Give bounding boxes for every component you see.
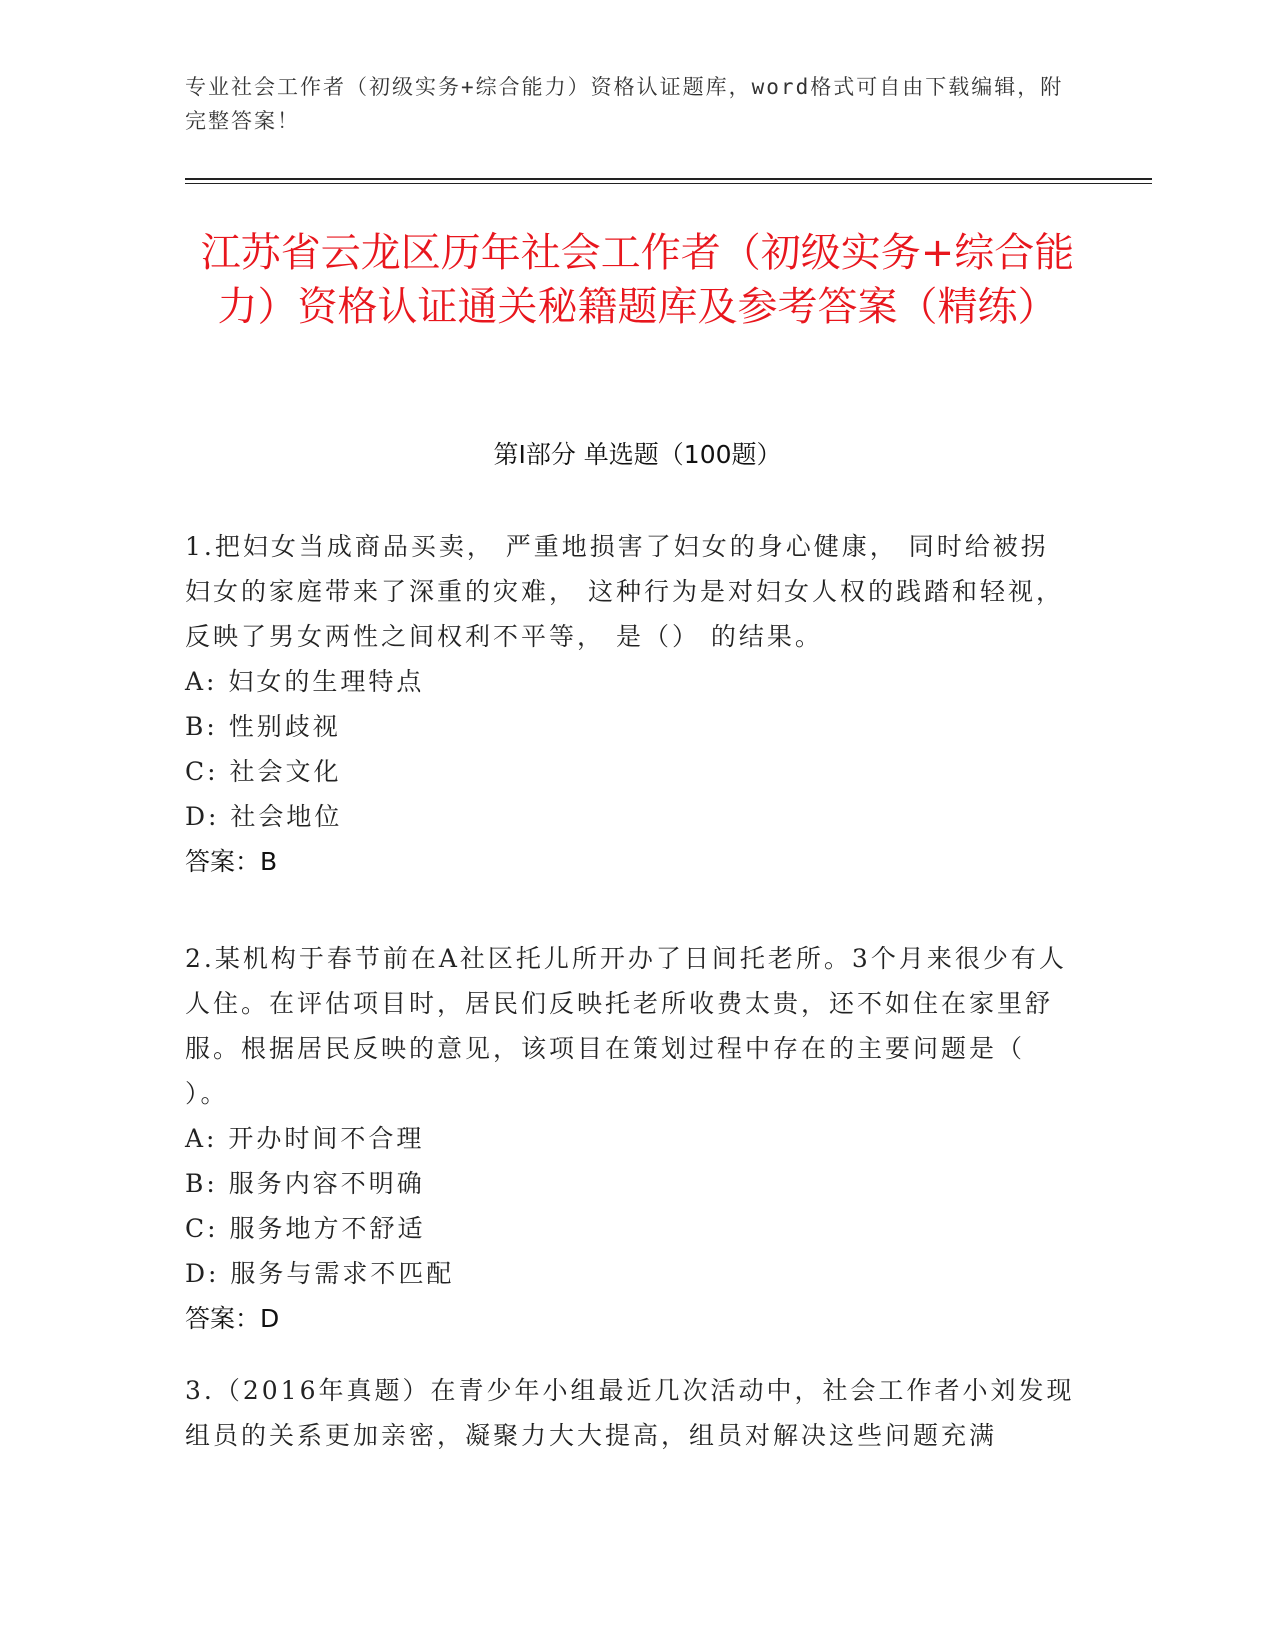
question-item (185, 1368, 1075, 1458)
answer-label: 答案：D (185, 1304, 280, 1333)
header-note: 专业社会工作者（初级实务+综合能力）资格认证题库，word格式可自由下载编辑，附完整答案！ (185, 75, 1064, 133)
answer-label: 答案：B (185, 847, 278, 876)
header-rule-thin (185, 183, 1152, 184)
question-text: 1.把妇女当成商品买卖， 严重地损害了妇女的身心健康， 同时给被拐妇女的家庭带来了深重的灾难， 这种行为是对妇女人权的践踏和轻视， 反映了男女两性之间权利不平等， 是（） 的结果。 (185, 532, 1064, 651)
option-a: A: 妇女的生理特点 (185, 667, 425, 696)
option-c: C: 服务地方不舒适 (185, 1214, 426, 1243)
question-text: 2.某机构于春节前在A社区托儿所开办了日间托老所。3个月来很少有人人住。在评估项目时，居民们反映托老所收费太贵，还不如住在家里舒服。根据居民反映的意见，该项目在策划过程中存在的主要问题是（ ）。 (185, 944, 1067, 1108)
option-d: D: 服务与需求不匹配 (185, 1259, 455, 1288)
option-c: C: 社会文化 (185, 757, 342, 786)
question-text: 3.（2016年真题）在青少年小组最近几次活动中，社会工作者小刘发现组员的关系更加亲密，凝聚力大大提高，组员对解决这些问题充满 (185, 1376, 1075, 1450)
option-b: B: 性别歧视 (185, 712, 341, 741)
option-a: A: 开办时间不合理 (185, 1124, 425, 1153)
question-item (185, 524, 1075, 884)
option-b: B: 服务内容不明确 (185, 1169, 425, 1198)
section-heading: 第Ⅰ部分 单选题（100题） (493, 440, 782, 469)
question-item (185, 936, 1075, 1341)
document-title: 江苏省云龙区历年社会工作者（初级实务+综合能力）资格认证通关秘籍题库及参考答案（精练） (200, 230, 1075, 330)
option-d: D: 社会地位 (185, 802, 343, 831)
header-rule-thick (185, 178, 1152, 180)
